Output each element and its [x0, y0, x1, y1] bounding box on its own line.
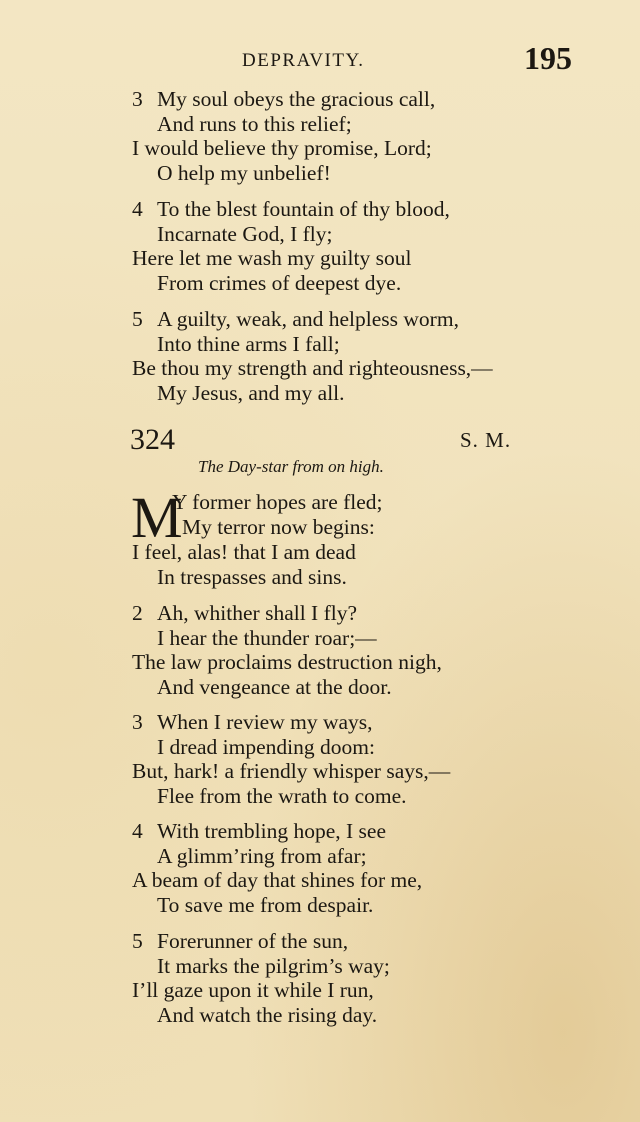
- hymn-meter: S. M.: [460, 428, 512, 452]
- verse-line: Ah, whither shall I fly?: [157, 601, 358, 625]
- hymn-verse-5: [132, 929, 390, 1027]
- verse-line: I hear the thunder roar;—: [157, 625, 377, 650]
- verse-line: It marks the pilgrim’s way;: [157, 953, 390, 978]
- verse-number: 4: [132, 819, 143, 843]
- verse-line: O help my unbelief!: [157, 160, 331, 185]
- verse-number: 3: [132, 710, 143, 734]
- verse-line: Y former hopes are fled;: [172, 490, 383, 514]
- verse-line: Flee from the wrath to come.: [157, 783, 407, 808]
- running-head-title: DEPRAVITY.: [242, 50, 365, 71]
- verse-number: 5: [132, 307, 143, 331]
- hymn-verse-3: [132, 710, 450, 808]
- verse-line: When I review my ways,: [157, 710, 373, 734]
- hymn-verse-4: [132, 819, 422, 917]
- verse-line: Into thine arms I fall;: [157, 331, 340, 356]
- verse-line: But, hark! a friendly whisper says,—: [132, 759, 451, 784]
- prev-hymn-verse-5: [132, 307, 493, 405]
- verse-line: My Jesus, and my all.: [157, 380, 345, 405]
- prev-hymn-verse-4: [132, 197, 450, 295]
- verse-line: With trembling hope, I see: [157, 819, 387, 843]
- verse-number: 4: [132, 197, 143, 221]
- verse-line: A guilty, weak, and helpless worm,: [157, 307, 459, 331]
- verse-line: I dread impending doom:: [157, 734, 375, 759]
- verse-line: I’ll gaze upon it while I run,: [132, 978, 374, 1003]
- verse-line: To the blest fountain of thy blood,: [157, 197, 450, 221]
- verse-line: I feel, alas! that I am dead: [132, 540, 356, 564]
- verse-number: 5: [132, 929, 143, 953]
- verse-line: My terror now begins:: [182, 515, 375, 539]
- hymn-verse-2: [132, 601, 442, 699]
- verse-line: Forerunner of the sun,: [157, 929, 349, 953]
- drop-cap: M: [131, 485, 183, 550]
- verse-line: The law proclaims destruction nigh,: [132, 650, 442, 675]
- verse-line: In trespasses and sins.: [157, 565, 347, 589]
- verse-line: Here let me wash my guilty soul: [132, 246, 412, 271]
- verse-line: To save me from despair.: [157, 892, 374, 917]
- hymn-verse-1: [131, 485, 383, 590]
- verse-line: Incarnate God, I fly;: [157, 221, 333, 246]
- verse-number: 2: [132, 601, 143, 625]
- page-number: 195: [524, 40, 572, 76]
- verse-line: A glimm’ring from afar;: [157, 843, 367, 868]
- prev-hymn-verse-3: [132, 87, 435, 185]
- verse-line: Be thou my strength and righteousness,—: [132, 356, 493, 381]
- verse-line: I would believe thy promise, Lord;: [132, 136, 432, 161]
- hymn-number: 324: [130, 423, 175, 456]
- verse-number: 3: [132, 87, 143, 111]
- verse-line: My soul obeys the gracious call,: [157, 87, 436, 111]
- verse-line: And vengeance at the door.: [157, 674, 392, 699]
- verse-line: A beam of day that shines for me,: [132, 868, 423, 893]
- verse-line: And runs to this relief;: [157, 111, 352, 136]
- verse-line: And watch the rising day.: [157, 1002, 378, 1027]
- hymn-subtitle: The Day-star from on high.: [198, 457, 384, 476]
- verse-line: From crimes of deepest dye.: [157, 270, 402, 295]
